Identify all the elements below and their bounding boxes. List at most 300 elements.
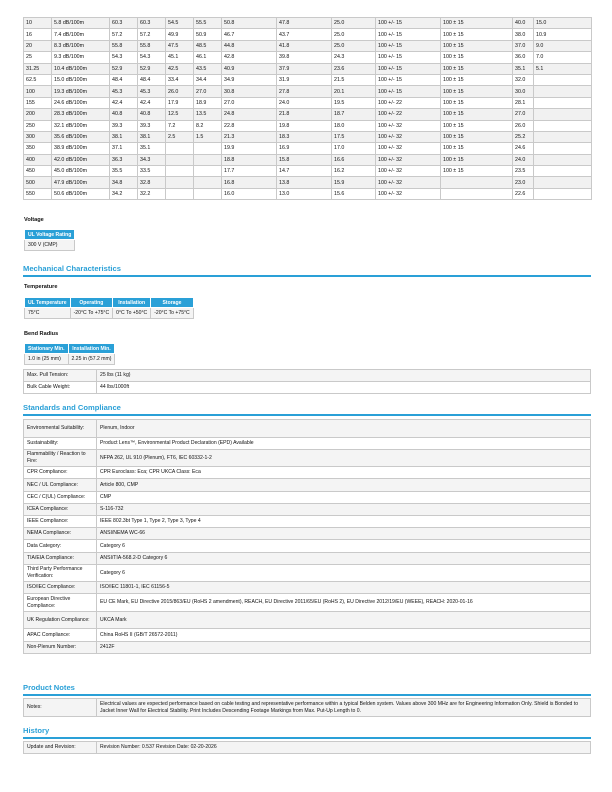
standards-row xyxy=(24,540,591,552)
revision-label: Update and Revision: xyxy=(24,742,97,754)
table-cell: 27.0 xyxy=(194,86,222,97)
standards-value: S-116-732 xyxy=(97,503,591,515)
table-cell: 100 +/- 22 xyxy=(376,109,441,120)
table-cell xyxy=(194,154,222,165)
table-cell xyxy=(534,74,592,85)
table-cell: 30.8 xyxy=(222,86,277,97)
table-cell: 100 +/- 15 xyxy=(376,52,441,63)
standards-row xyxy=(24,611,591,629)
table-cell: 27.0 xyxy=(513,109,534,120)
electrical-table xyxy=(23,17,592,200)
standards-row xyxy=(24,582,591,594)
standards-value: CMP xyxy=(97,491,591,503)
table-cell: 42.4 xyxy=(110,97,138,108)
temp-ul-value: 75°C xyxy=(25,308,71,319)
table-cell: 100 ± 15 xyxy=(441,29,513,40)
table-row xyxy=(24,18,592,29)
table-cell: 100 +/- 32 xyxy=(376,166,441,177)
table-cell: 30.0 xyxy=(513,86,534,97)
table-cell: 62.5 xyxy=(24,74,52,85)
table-cell xyxy=(534,188,592,199)
standards-row xyxy=(24,641,591,653)
table-cell: 41.8 xyxy=(277,40,332,51)
table-cell: 45.3 xyxy=(138,86,166,97)
notes-text: Electrical values are expected performance based on cable testing and representative performance within a typical Belden system. Values above 300 MHz are for Engineering Information Only. Shield is Bonded to Jacket Inner Wall for Electrical Stability. Print Includes Descending Footage Markings from Max. Put-Up Length to 0. xyxy=(97,699,591,717)
table-cell: 19.3 dB/100m xyxy=(52,86,110,97)
pull-tension-label: Max. Pull Tension: xyxy=(24,370,97,382)
table-cell: 49.9 xyxy=(166,29,194,40)
table-cell: 1.5 xyxy=(194,131,222,142)
table-cell: 55.8 xyxy=(138,40,166,51)
standards-label: ISO/IEC Compliance: xyxy=(24,582,97,594)
table-cell: 100 +/- 15 xyxy=(376,40,441,51)
table-cell: 7.0 xyxy=(534,52,592,63)
table-cell xyxy=(166,154,194,165)
table-cell: 42.0 dB/100m xyxy=(52,154,110,165)
bend-col-installation: Installation Min. xyxy=(68,344,115,354)
table-cell: 48.4 xyxy=(138,74,166,85)
table-cell: 50.9 xyxy=(194,29,222,40)
table-cell xyxy=(166,188,194,199)
standards-label: Data Category: xyxy=(24,540,97,552)
table-cell: 39.8 xyxy=(277,52,332,63)
table-cell: 40.0 xyxy=(513,18,534,29)
table-cell: 19.5 xyxy=(332,97,376,108)
standards-row xyxy=(24,564,591,582)
table-cell: 550 xyxy=(24,188,52,199)
table-cell: 48.5 xyxy=(194,40,222,51)
temp-col-storage: Storage xyxy=(151,298,194,308)
bend-stationary-value: 1.0 in (25 mm) xyxy=(25,354,69,365)
table-cell: 34.8 xyxy=(110,177,138,188)
table-cell: 42.4 xyxy=(138,97,166,108)
table-cell: 19.8 xyxy=(277,120,332,131)
table-row xyxy=(24,131,592,142)
table-cell: 54.5 xyxy=(166,18,194,29)
table-cell xyxy=(534,177,592,188)
table-cell: 25.2 xyxy=(513,131,534,142)
table-cell xyxy=(194,166,222,177)
table-cell: 24.6 xyxy=(513,143,534,154)
table-cell: 44.8 xyxy=(222,40,277,51)
standards-row xyxy=(24,479,591,491)
table-cell: 100 ± 15 xyxy=(441,143,513,154)
table-cell: 10 xyxy=(24,18,52,29)
standards-value: Category 6 xyxy=(97,540,591,552)
table-cell: 9.3 dB/100m xyxy=(52,52,110,63)
table-cell: 16.8 xyxy=(222,177,277,188)
table-cell: 45.3 xyxy=(110,86,138,97)
table-cell: 52.9 xyxy=(110,63,138,74)
table-cell: 34.4 xyxy=(194,74,222,85)
table-cell: 13.0 xyxy=(277,188,332,199)
table-cell: 32.1 dB/100m xyxy=(52,120,110,131)
table-row xyxy=(24,97,592,108)
table-cell: 21.5 xyxy=(332,74,376,85)
table-cell: 50.6 dB/100m xyxy=(52,188,110,199)
table-cell: 155 xyxy=(24,97,52,108)
table-cell: 23.6 xyxy=(332,63,376,74)
table-cell: 21.3 xyxy=(222,131,277,142)
history-rule xyxy=(23,737,591,739)
table-cell: 18.3 xyxy=(277,131,332,142)
table-row xyxy=(24,52,592,63)
table-cell: 100 +/- 32 xyxy=(376,143,441,154)
table-cell: 37.1 xyxy=(110,143,138,154)
voltage-heading: Voltage xyxy=(24,217,44,223)
table-cell: 28.1 xyxy=(513,97,534,108)
table-cell: 25 xyxy=(24,52,52,63)
cable-weight-value: 44 lbs/1000ft xyxy=(97,382,591,394)
table-cell: 300 xyxy=(24,131,52,142)
table-cell: 5.1 xyxy=(534,63,592,74)
table-cell: 17.0 xyxy=(332,143,376,154)
standards-label: NEMA Compliance: xyxy=(24,528,97,540)
table-cell: 21.8 xyxy=(277,109,332,120)
table-cell: 16.9 xyxy=(277,143,332,154)
table-cell xyxy=(534,86,592,97)
table-cell: 350 xyxy=(24,143,52,154)
standards-value: ANSI/NEMA WC-66 xyxy=(97,528,591,540)
standards-row xyxy=(24,449,591,467)
standards-value: UKCA Mark xyxy=(97,611,591,629)
standards-label: APAC Compliance: xyxy=(24,629,97,641)
standards-label: CEC / C(UL) Compliance: xyxy=(24,491,97,503)
table-cell xyxy=(534,97,592,108)
mechanical-title: Mechanical Characteristics xyxy=(23,264,121,273)
table-cell: 17.9 xyxy=(166,97,194,108)
standards-row xyxy=(24,515,591,527)
table-cell: 100 +/- 32 xyxy=(376,154,441,165)
standards-value: IEEE 802.3bt Type 1, Type 2, Type 3, Type 4 xyxy=(97,515,591,527)
table-cell xyxy=(166,177,194,188)
table-cell: 15.0 dB/100m xyxy=(52,74,110,85)
table-cell: 40.9 xyxy=(222,63,277,74)
table-cell: 100 +/- 15 xyxy=(376,74,441,85)
temperature-table xyxy=(24,297,194,319)
table-cell: 23.5 xyxy=(513,166,534,177)
standards-row xyxy=(24,491,591,503)
table-cell: 60.3 xyxy=(110,18,138,29)
table-cell: 8.3 dB/100m xyxy=(52,40,110,51)
table-cell: 400 xyxy=(24,154,52,165)
voltage-value: 300 V (CMP) xyxy=(25,240,75,251)
table-cell: 37.9 xyxy=(277,63,332,74)
mechanical-rule xyxy=(23,275,591,277)
table-cell: 36.0 xyxy=(513,52,534,63)
table-cell: 34.3 xyxy=(138,154,166,165)
table-cell: 8.2 xyxy=(194,120,222,131)
standards-table xyxy=(23,419,591,654)
table-cell: 38.1 xyxy=(110,131,138,142)
pull-tension-value: 25 lbs (11 kg) xyxy=(97,370,591,382)
table-cell: 100 ± 15 xyxy=(441,40,513,51)
standards-label: Third Party Performance Verification: xyxy=(24,564,97,582)
table-cell: 54.3 xyxy=(138,52,166,63)
table-cell: 34.9 xyxy=(222,74,277,85)
table-cell: 25.0 xyxy=(332,18,376,29)
table-cell: 39.3 xyxy=(138,120,166,131)
temperature-heading: Temperature xyxy=(24,284,58,290)
table-cell: 100 ± 15 xyxy=(441,120,513,131)
standards-row xyxy=(24,467,591,479)
table-cell: 24.0 xyxy=(513,154,534,165)
standards-label: UK Regulation Compliance: xyxy=(24,611,97,629)
table-cell: 24.3 xyxy=(332,52,376,63)
table-cell: 500 xyxy=(24,177,52,188)
table-cell xyxy=(534,166,592,177)
table-cell: 100 ± 15 xyxy=(441,154,513,165)
table-row xyxy=(24,86,592,97)
table-cell: 45.1 xyxy=(166,52,194,63)
table-cell: 26.0 xyxy=(513,120,534,131)
table-cell: 33.5 xyxy=(138,166,166,177)
table-cell: 35.1 xyxy=(138,143,166,154)
standards-value: Category 6 xyxy=(97,564,591,582)
table-cell: 32.2 xyxy=(138,188,166,199)
table-cell: 55.5 xyxy=(194,18,222,29)
electrical-table-body xyxy=(24,18,592,200)
table-row xyxy=(24,109,592,120)
table-cell: 18.0 xyxy=(332,120,376,131)
history-table xyxy=(23,741,591,754)
temp-col-operating: Operating xyxy=(70,298,113,308)
table-cell: 100 +/- 15 xyxy=(376,63,441,74)
table-cell: 47.5 xyxy=(166,40,194,51)
table-cell xyxy=(534,109,592,120)
temp-installation-value: 0°C To +50°C xyxy=(113,308,151,319)
table-cell: 46.7 xyxy=(222,29,277,40)
table-cell: 18.7 xyxy=(332,109,376,120)
table-cell: 54.3 xyxy=(110,52,138,63)
standards-value: 2412F xyxy=(97,641,591,653)
bend-col-stationary: Stationary Min. xyxy=(25,344,69,354)
table-cell xyxy=(194,143,222,154)
table-cell: 100 ± 15 xyxy=(441,166,513,177)
table-cell: 7.2 xyxy=(166,120,194,131)
table-cell: 60.3 xyxy=(138,18,166,29)
table-cell xyxy=(534,120,592,131)
table-cell: 2.5 xyxy=(166,131,194,142)
temp-col-installation: Installation xyxy=(113,298,151,308)
table-cell: 17.7 xyxy=(222,166,277,177)
table-cell: 100 ± 15 xyxy=(441,97,513,108)
table-cell: 100 +/- 15 xyxy=(376,86,441,97)
table-cell: 20 xyxy=(24,40,52,51)
mechanical-kv-table xyxy=(23,369,591,394)
table-cell xyxy=(534,131,592,142)
standards-value: CPR Euroclass: Eca; CPR UKCA Class: Eca xyxy=(97,467,591,479)
standards-value: EU CE Mark, EU Directive 2015/863/EU (RoHS 2 amendment), REACH, EU Directive 2011/65/EU (RoHS 2), EU Directive 2012/19/EU (WEEE), REACH: 2020-01-16 xyxy=(97,594,591,612)
table-cell: 100 +/- 32 xyxy=(376,131,441,142)
history-title: History xyxy=(23,726,50,735)
table-cell: 100 +/- 22 xyxy=(376,97,441,108)
table-cell: 100 +/- 15 xyxy=(376,18,441,29)
table-cell: 45.0 dB/100m xyxy=(52,166,110,177)
table-cell: 35.6 dB/100m xyxy=(52,131,110,142)
table-cell: 36.3 xyxy=(110,154,138,165)
table-cell: 31.25 xyxy=(24,63,52,74)
table-cell: 100 ± 15 xyxy=(441,18,513,29)
table-cell: 22.6 xyxy=(513,188,534,199)
table-cell: 18.9 xyxy=(194,97,222,108)
table-cell: 100 +/- 32 xyxy=(376,188,441,199)
standards-value: China RoHS II (GB/T 26572-2011) xyxy=(97,629,591,641)
table-cell: 7.4 dB/100m xyxy=(52,29,110,40)
table-cell: 100 xyxy=(24,86,52,97)
table-cell xyxy=(194,177,222,188)
table-cell xyxy=(534,143,592,154)
table-cell: 15.8 xyxy=(277,154,332,165)
standards-row xyxy=(24,629,591,641)
table-cell: 40.8 xyxy=(138,109,166,120)
standards-row xyxy=(24,503,591,515)
table-cell: 15.0 xyxy=(534,18,592,29)
bend-radius-heading: Bend Radius xyxy=(24,331,59,337)
table-cell: 100 +/- 15 xyxy=(376,29,441,40)
table-cell: 18.8 xyxy=(222,154,277,165)
temp-storage-value: -20°C To +75°C xyxy=(151,308,194,319)
standards-row xyxy=(24,594,591,612)
table-cell: 16.2 xyxy=(332,166,376,177)
table-cell: 100 +/- 32 xyxy=(376,177,441,188)
table-cell: 57.2 xyxy=(110,29,138,40)
standards-label: ICEA Compliance: xyxy=(24,503,97,515)
table-cell: 38.1 xyxy=(138,131,166,142)
table-cell: 5.8 dB/100m xyxy=(52,18,110,29)
standards-value: NFPA 262, UL 910 (Plenum), FT6, IEC 60332-1-2 xyxy=(97,449,591,467)
table-cell: 10.9 xyxy=(534,29,592,40)
table-cell: 27.0 xyxy=(222,97,277,108)
table-cell xyxy=(534,154,592,165)
table-cell: 24.0 xyxy=(277,97,332,108)
table-cell: 50.8 xyxy=(222,18,277,29)
table-cell: 47.8 xyxy=(277,18,332,29)
table-cell: 25.0 xyxy=(332,40,376,51)
table-cell: 32.0 xyxy=(513,74,534,85)
table-cell xyxy=(166,143,194,154)
table-cell xyxy=(441,177,513,188)
table-cell: 43.7 xyxy=(277,29,332,40)
table-cell: 16.6 xyxy=(332,154,376,165)
table-cell: 23.0 xyxy=(513,177,534,188)
table-row xyxy=(24,40,592,51)
table-row xyxy=(24,166,592,177)
table-cell: 450 xyxy=(24,166,52,177)
table-cell: 35.1 xyxy=(513,63,534,74)
temp-operating-value: -20°C To +75°C xyxy=(70,308,113,319)
standards-label: TIA/EIA Compliance: xyxy=(24,552,97,564)
table-cell: 38.0 xyxy=(513,29,534,40)
table-cell: 15.9 xyxy=(332,177,376,188)
table-cell: 13.8 xyxy=(277,177,332,188)
standards-row xyxy=(24,437,591,449)
table-cell: 43.5 xyxy=(194,63,222,74)
table-cell: 33.4 xyxy=(166,74,194,85)
table-cell: 16 xyxy=(24,29,52,40)
bend-installation-value: 2.25 in (57.2 mm) xyxy=(68,354,115,365)
table-cell: 27.8 xyxy=(277,86,332,97)
table-cell xyxy=(441,188,513,199)
standards-row xyxy=(24,528,591,540)
standards-label: Environmental Suitability: xyxy=(24,420,97,438)
table-cell: 13.5 xyxy=(194,109,222,120)
standards-label: Sustainability: xyxy=(24,437,97,449)
notes-label: Notes: xyxy=(24,699,97,717)
table-cell: 46.1 xyxy=(194,52,222,63)
standards-label: CPR Compliance: xyxy=(24,467,97,479)
table-cell: 34.2 xyxy=(110,188,138,199)
product-notes-title: Product Notes xyxy=(23,683,75,692)
table-cell: 40.8 xyxy=(110,109,138,120)
table-cell: 19.9 xyxy=(222,143,277,154)
table-cell: 200 xyxy=(24,109,52,120)
table-row xyxy=(24,188,592,199)
table-cell: 100 ± 15 xyxy=(441,63,513,74)
table-cell: 25.0 xyxy=(332,29,376,40)
table-cell: 28.3 dB/100m xyxy=(52,109,110,120)
standards-label: Non-Plenum Number: xyxy=(24,641,97,653)
table-cell: 52.9 xyxy=(138,63,166,74)
table-cell: 31.9 xyxy=(277,74,332,85)
standards-table-body xyxy=(24,420,591,654)
standards-value: ANSI/TIA-568.2-D Category 6 xyxy=(97,552,591,564)
table-cell: 39.3 xyxy=(110,120,138,131)
product-notes-rule xyxy=(23,694,591,696)
table-cell: 35.5 xyxy=(110,166,138,177)
standards-label: European Directive Compliance: xyxy=(24,594,97,612)
table-cell: 100 ± 15 xyxy=(441,109,513,120)
standards-value: Plenum, Indoor xyxy=(97,420,591,438)
table-row xyxy=(24,177,592,188)
standards-value: Article 800, CMP xyxy=(97,479,591,491)
temp-col-ul: UL Temperature xyxy=(25,298,71,308)
table-cell: 10.4 dB/100m xyxy=(52,63,110,74)
table-cell: 55.8 xyxy=(110,40,138,51)
table-cell: 32.8 xyxy=(138,177,166,188)
table-cell: 37.0 xyxy=(513,40,534,51)
voltage-col-header: UL Voltage Rating xyxy=(25,230,75,240)
table-cell: 42.5 xyxy=(166,63,194,74)
table-cell: 12.5 xyxy=(166,109,194,120)
table-cell: 15.6 xyxy=(332,188,376,199)
table-cell: 100 ± 15 xyxy=(441,86,513,97)
table-cell: 48.4 xyxy=(110,74,138,85)
table-row xyxy=(24,74,592,85)
table-cell: 20.1 xyxy=(332,86,376,97)
table-row xyxy=(24,120,592,131)
standards-label: NEC / UL Compliance: xyxy=(24,479,97,491)
table-cell: 16.0 xyxy=(222,188,277,199)
table-row xyxy=(24,143,592,154)
table-row xyxy=(24,63,592,74)
table-cell xyxy=(194,188,222,199)
table-cell: 17.5 xyxy=(332,131,376,142)
standards-title: Standards and Compliance xyxy=(23,403,121,412)
revision-text: Revision Number: 0.537 Revision Date: 02-20-2026 xyxy=(97,742,591,754)
table-cell: 24.6 dB/100m xyxy=(52,97,110,108)
table-cell: 22.8 xyxy=(222,120,277,131)
standards-row xyxy=(24,420,591,438)
bend-radius-table xyxy=(24,343,115,365)
table-row xyxy=(24,29,592,40)
table-row xyxy=(24,154,592,165)
table-cell: 14.7 xyxy=(277,166,332,177)
table-cell: 47.9 dB/100m xyxy=(52,177,110,188)
table-cell: 9.0 xyxy=(534,40,592,51)
notes-table xyxy=(23,698,591,717)
standards-label: IEEE Compliance: xyxy=(24,515,97,527)
